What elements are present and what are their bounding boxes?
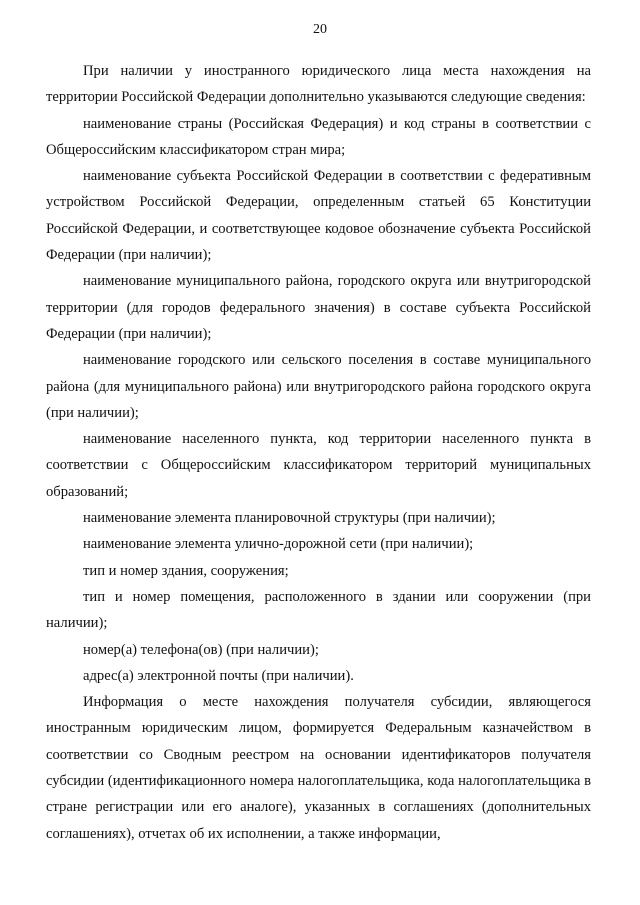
paragraph-municipal-district: наименование муниципального района, городского округа или внутригородской территории (для городов федерального значения) в составе субъекта Российской Федерации (при наличии); (46, 273, 591, 342)
paragraph-phone: номер(а) телефона(ов) (при наличии); (83, 641, 319, 658)
paragraph-settlement: наименование городского или сельского поселения в составе муниципального района (для муниципального района) или внутригородского района городского округа (при наличии); (46, 352, 591, 421)
paragraph-country: наименование страны (Российская Федерация) и код страны в соответствии с Общероссийским классификатором стран мира; (46, 115, 591, 158)
paragraph-planning-structure: наименование элемента планировочной структуры (при наличии); (83, 510, 496, 527)
page-number: 20 (313, 22, 327, 37)
paragraph-building: тип и номер здания, сооружения; (83, 562, 289, 579)
paragraph-street-network: наименование элемента улично-дорожной сети (при наличии); (83, 536, 474, 553)
paragraph-email: адрес(а) электронной почты (при наличии). (83, 667, 354, 684)
paragraph-intro: При наличии у иностранного юридического лица места нахождения на территории Российской Федерации дополнительно указываются следующие сведения: (46, 63, 591, 106)
document-body (46, 58, 591, 847)
paragraph-location-info: Информация о месте нахождения получателя субсидии, являющегося иностранным юридическим лицом, формируется Федеральным казначейством в соответствии со Сводным реестром на основании идентификаторов получателя субсидии (идентификационного номера налогоплательщика, кода налогоплательщика в стране регистрации или его аналоге), указанных в соглашениях (дополнительных соглашениях), отчетах об их исполнении, а также информации, (46, 694, 591, 842)
paragraph-premises: тип и номер помещения, расположенного в здании или сооружении (при наличии); (46, 588, 591, 632)
paragraph-locality: наименование населенного пункта, код территории населенного пункта в соответствии с Общероссийским классификатором территорий муниципальных образований; (46, 431, 591, 500)
paragraph-subject: наименование субъекта Российской Федерации в соответствии с федеративным устройством Российской Федерации, определенным статьей 65 Конституции Российской Федерации, и соответствующее кодовое обозначение субъекта Российской Федерации (при наличии); (46, 168, 591, 264)
